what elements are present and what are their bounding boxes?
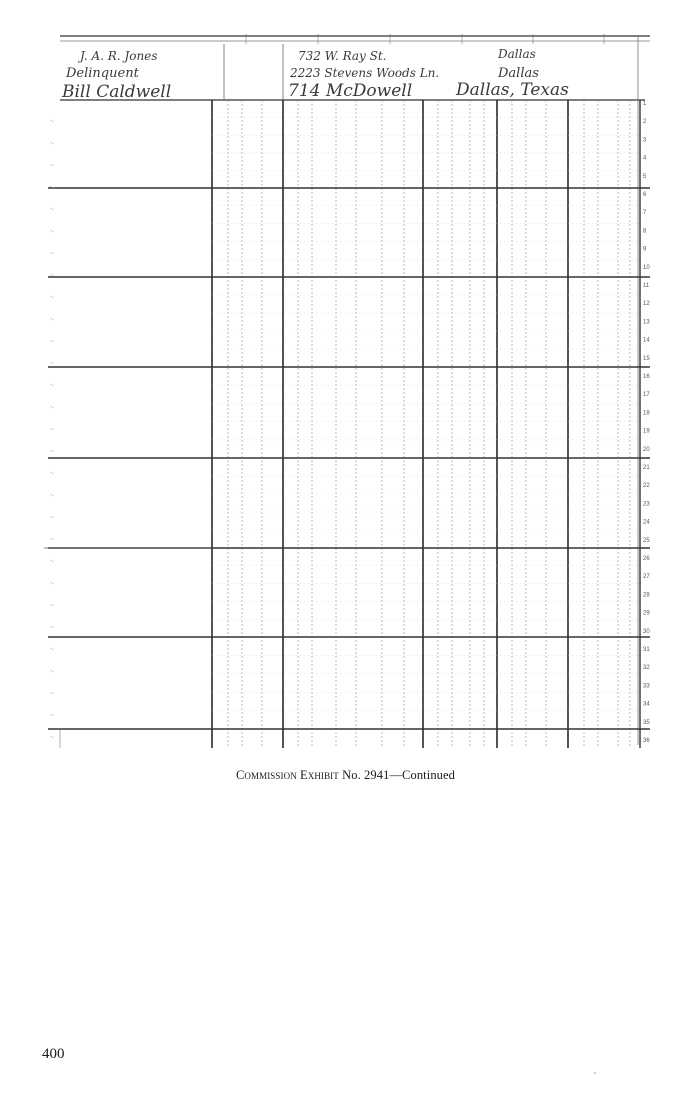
row-number: 24	[643, 519, 650, 526]
handwritten-city-2: Dallas	[498, 66, 539, 81]
margin-mark	[50, 538, 54, 540]
handwritten-name-3: Bill Caldwell	[62, 82, 172, 102]
margin-mark	[50, 252, 54, 254]
margin-mark	[50, 604, 54, 606]
margin-mark	[50, 736, 54, 738]
row-number: 1	[643, 101, 647, 107]
row-number: 23	[643, 501, 650, 508]
row-number: 12	[643, 301, 650, 308]
margin-mark	[50, 670, 54, 672]
margin-mark	[50, 164, 54, 166]
margin-mark	[50, 428, 54, 430]
row-number: 7	[643, 210, 647, 217]
handwritten-city-3: Dallas, Texas	[456, 80, 569, 100]
margin-mark	[50, 142, 54, 144]
row-number: 4	[643, 155, 647, 162]
row-number: 30	[643, 628, 650, 635]
row-number: 25	[643, 537, 650, 544]
row-number: 14	[643, 337, 650, 344]
handwritten-name-2: Delinquent	[66, 66, 139, 81]
row-number: 20	[643, 446, 650, 453]
handwritten-address-2: 2223 Stevens Woods Ln.	[290, 66, 440, 80]
row-number: 9	[643, 246, 647, 253]
caption-suffix: —Continued	[389, 768, 456, 782]
caption-number: No. 2941	[342, 768, 390, 782]
row-number: 2	[643, 119, 647, 126]
margin-mark	[50, 626, 54, 628]
margin-mark	[50, 494, 54, 496]
margin-mark	[50, 274, 54, 276]
ledger-ruling	[44, 34, 650, 748]
handwritten-entries	[61, 47, 569, 102]
row-number: 21	[643, 465, 650, 471]
row-number: 5	[643, 173, 647, 180]
row-number: 26	[643, 556, 650, 562]
row-number: 32	[643, 665, 650, 672]
margin-mark	[50, 714, 54, 716]
row-number: 8	[643, 228, 647, 235]
margin-mark	[50, 208, 54, 210]
margin-mark	[50, 340, 54, 342]
margin-mark	[50, 230, 54, 232]
row-number: 31	[643, 647, 650, 653]
margin-mark	[50, 692, 54, 694]
margin-mark	[50, 384, 54, 386]
row-number: 13	[643, 319, 650, 326]
row-number: 35	[643, 719, 650, 726]
margin-mark	[50, 560, 54, 562]
row-number: 36	[643, 738, 650, 744]
row-number: 17	[643, 392, 650, 399]
margin-mark	[50, 472, 54, 474]
margin-mark	[50, 582, 54, 584]
caption-prefix: Commission Exhibit	[235, 768, 339, 782]
row-number-column	[643, 101, 650, 744]
row-number: 18	[643, 410, 650, 417]
exhibit-caption	[0, 768, 691, 783]
row-number: 27	[643, 574, 650, 581]
row-number: 29	[643, 610, 650, 617]
row-number: 22	[643, 483, 650, 490]
row-number: 11	[643, 283, 650, 289]
margin-mark	[50, 516, 54, 518]
margin-mark	[50, 120, 54, 122]
scan-speck	[594, 1072, 596, 1074]
row-number: 16	[643, 374, 650, 380]
row-number: 34	[643, 701, 650, 708]
row-number: 3	[643, 137, 647, 144]
row-number: 10	[643, 264, 650, 271]
margin-mark	[50, 362, 54, 364]
margin-mark	[50, 648, 54, 650]
margin-mark	[50, 450, 54, 452]
handwritten-address-1: 732 W. Ray St.	[298, 49, 387, 63]
margin-mark	[50, 318, 54, 320]
margin-mark	[50, 296, 54, 298]
row-number: 6	[643, 192, 647, 198]
row-number: 15	[643, 355, 650, 362]
row-number: 28	[643, 592, 650, 599]
row-number: 33	[643, 683, 650, 690]
page-number: 400	[42, 1046, 65, 1062]
handwritten-address-3: 714 McDowell	[288, 81, 413, 101]
row-number: 19	[643, 428, 650, 435]
handwritten-city-1: Dallas	[498, 47, 536, 61]
margin-mark	[50, 406, 54, 408]
handwritten-name-1: J. A. R. Jones	[80, 49, 158, 63]
